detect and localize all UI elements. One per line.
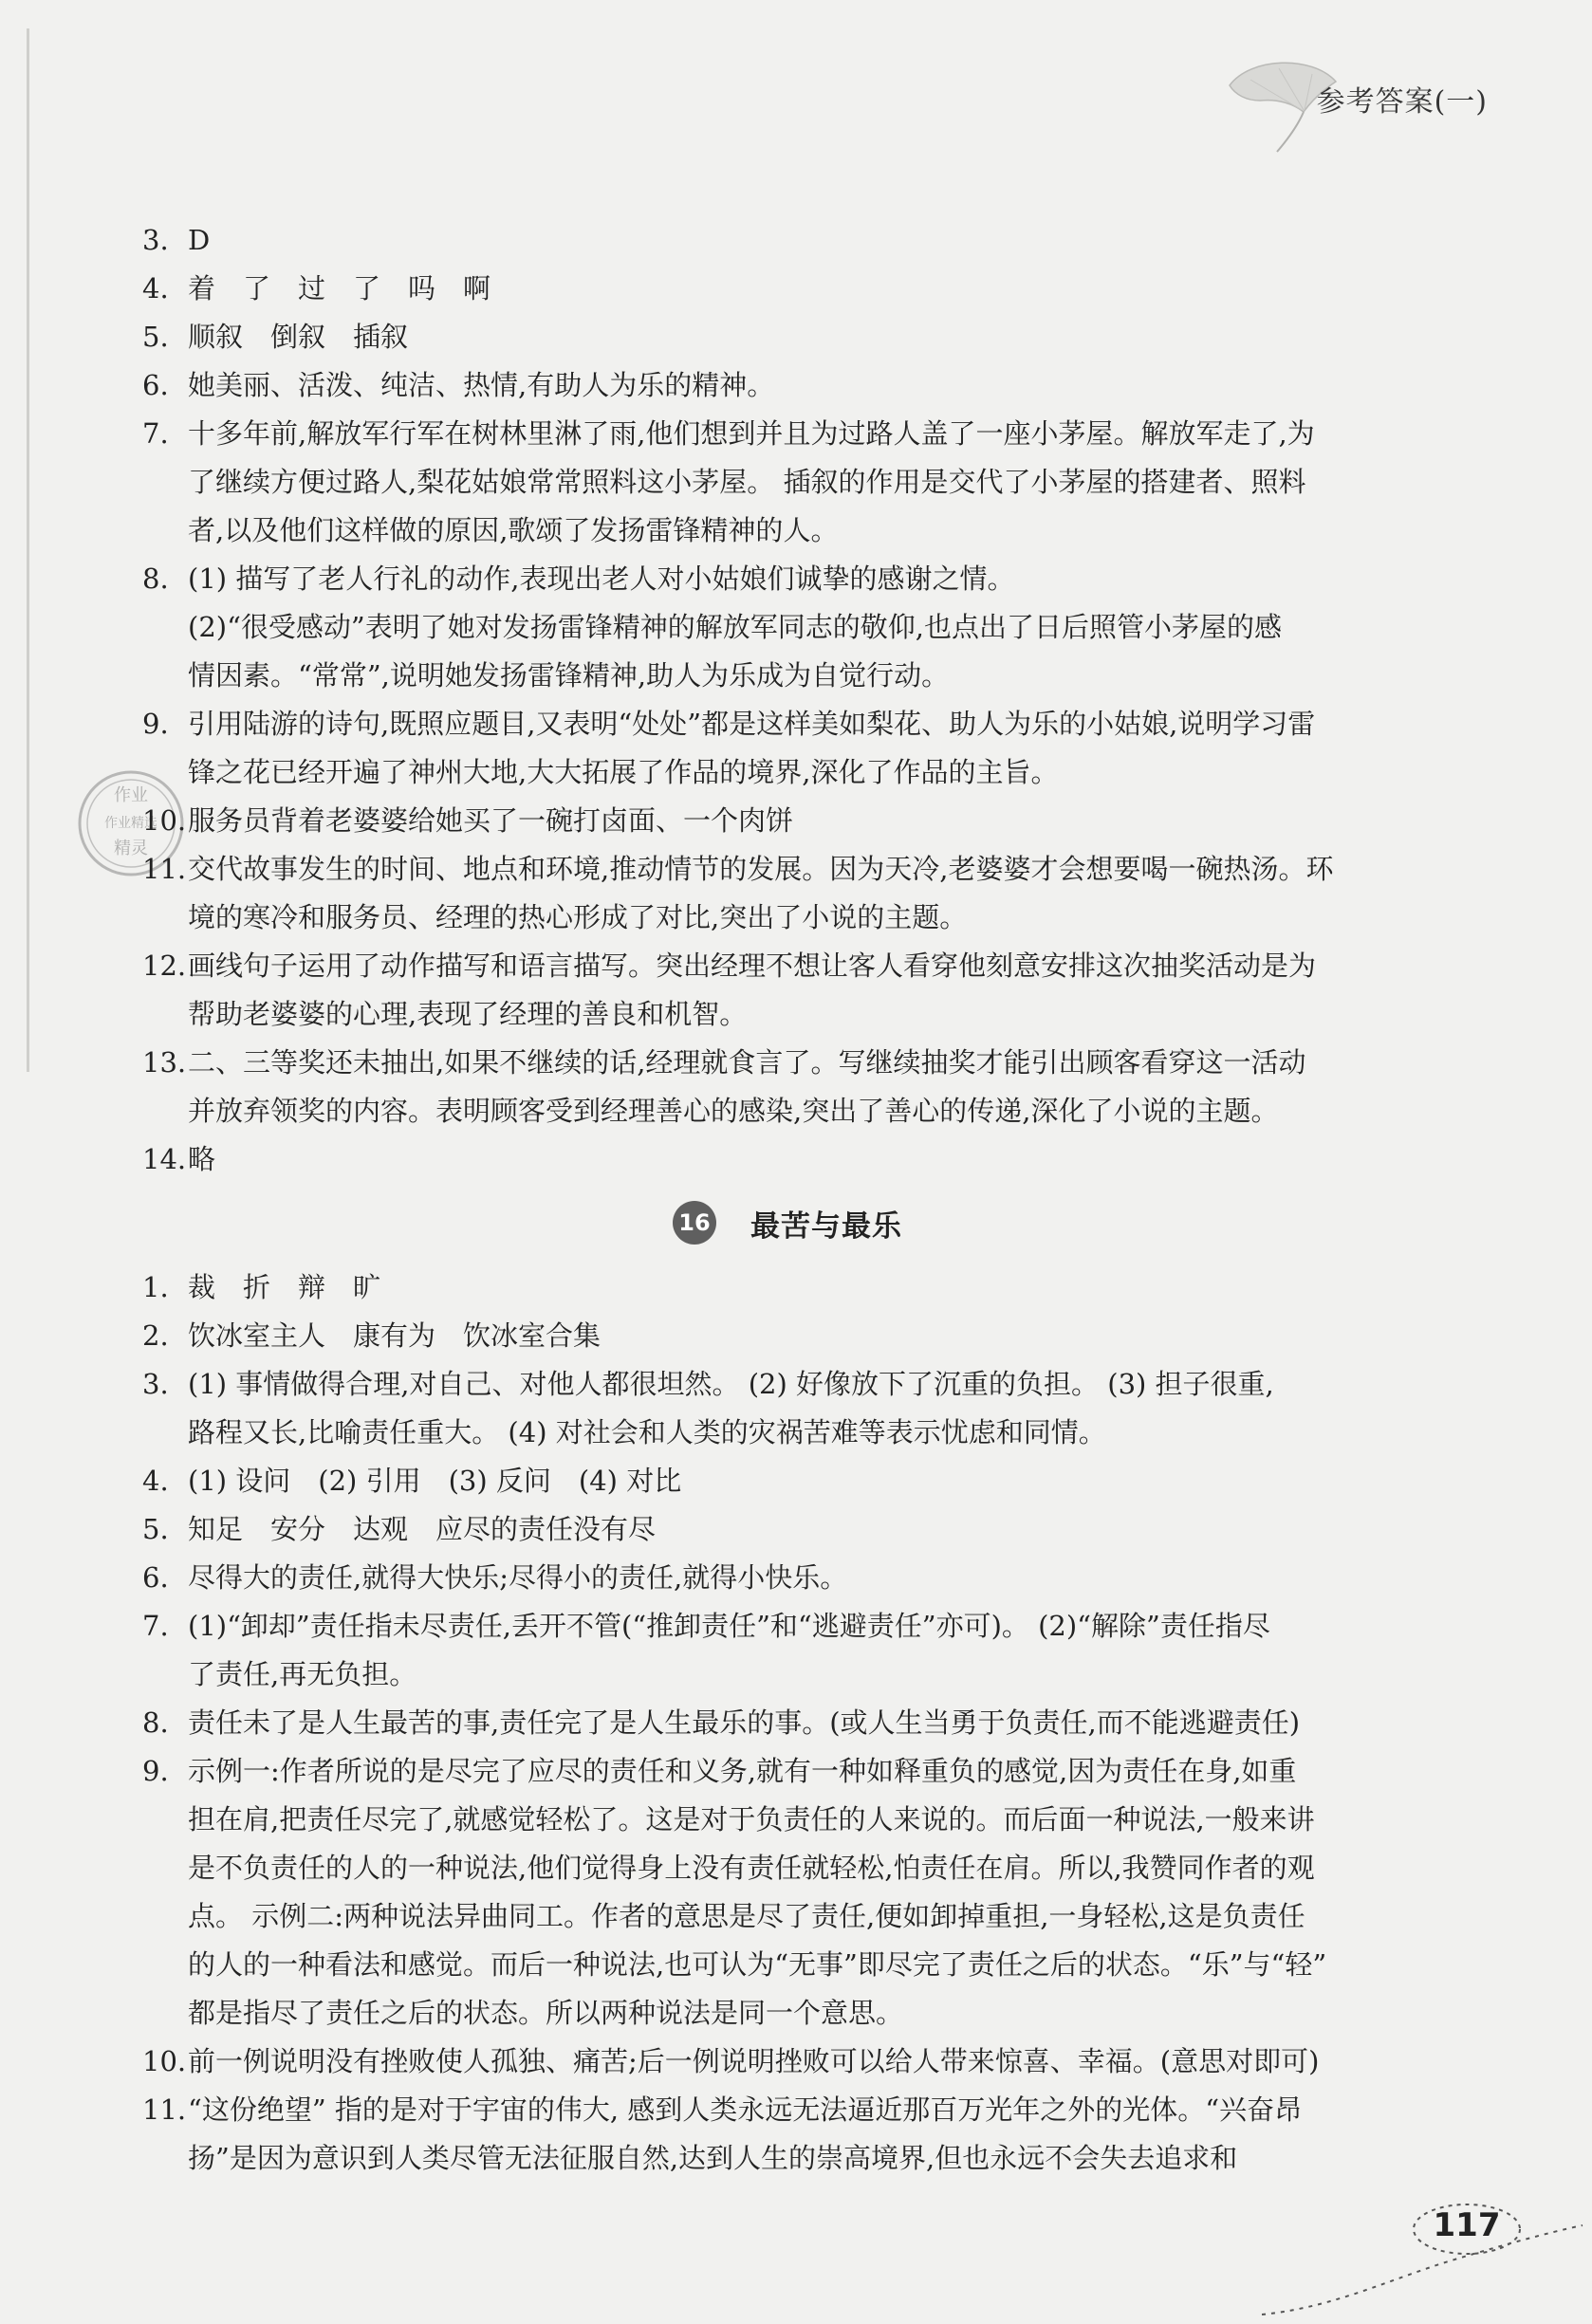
answer-number: 5.: [142, 321, 169, 353]
answer-item: [142, 797, 1433, 845]
answer-text: 示例一:作者所说的是尽完了应尽的责任和义务,就有一种如释重负的感觉,因为责任在身,如重: [188, 1755, 1297, 1787]
answer-line: [142, 555, 1433, 603]
answer-text: 境的寒冷和服务员、经理的热心形成了对比,突出了小说的主题。: [188, 901, 968, 933]
answer-line: [142, 652, 1433, 700]
answer-line: [142, 1747, 1433, 1796]
answer-number: 7.: [142, 1610, 169, 1642]
answer-number: 2.: [142, 1319, 169, 1352]
answer-text: 责任未了是人生最苦的事,责任完了是人生最乐的事。(或人生当勇于负责任,而不能逃避责任): [188, 1706, 1301, 1739]
answer-text: (1)“卸却”责任指未尽责任,丢开不管(“推卸责任”和“逃避责任”亦可)。 (2)“解除”责任指尽: [188, 1610, 1270, 1642]
answer-number: 14.: [142, 1143, 187, 1175]
answer-line: [142, 700, 1433, 748]
answer-text: (1) 描写了老人行礼的动作,表现出老人对小姑娘们诚挚的感谢之情。: [188, 563, 1015, 595]
answer-number: 6.: [142, 1561, 169, 1594]
answer-text: 并放弃领奖的内容。表明顾客受到经理善心的感染,突出了善心的传递,深化了小说的主题。: [188, 1095, 1279, 1127]
answer-item: [142, 1135, 1433, 1184]
answer-text: 知足 安分 达观 应尽的责任没有尽: [188, 1513, 657, 1545]
answer-item: [142, 700, 1433, 797]
answer-text: 前一例说明没有挫败使人孤独、痛苦;后一例说明挫败可以给人带来惊喜、幸福。(意思对即可): [188, 2045, 1320, 2077]
answer-number: 1.: [142, 1271, 169, 1303]
stamp-text-mid: 作业精选: [104, 816, 157, 831]
answer-line: [142, 361, 1433, 410]
answer-item: [142, 1039, 1433, 1135]
answer-line: [142, 1602, 1433, 1651]
answer-line: [142, 2134, 1433, 2183]
answer-line: [142, 603, 1433, 652]
answer-text: (2)“很受感动”表明了她对发扬雷锋精神的解放军同志的敬仰,也点出了日后照管小茅屋的感: [188, 611, 1282, 643]
answer-number: 13.: [142, 1046, 187, 1079]
answer-item: [142, 410, 1433, 555]
answer-text: 略: [188, 1143, 216, 1175]
answer-text: 扬”是因为意识到人类尽管无法征服自然,达到人生的崇高境界,但也永远不会失去追求和: [188, 2142, 1238, 2174]
answer-number: 4.: [142, 1465, 169, 1497]
answer-number: 12.: [142, 950, 187, 982]
stamp-text-top: 作业: [114, 785, 148, 805]
answer-text: 帮助老婆婆的心理,表现了经理的善良和机智。: [188, 998, 748, 1030]
answer-line: [142, 942, 1433, 990]
answer-line: [142, 1135, 1433, 1184]
answer-text: 锋之花已经开遍了神州大地,大大拓展了作品的境界,深化了作品的主旨。: [188, 756, 1059, 788]
answer-text: 裁 折 辩 旷: [188, 1271, 381, 1303]
answer-line: [142, 1941, 1433, 1989]
page-number-area: [1410, 2203, 1524, 2259]
answer-line: [142, 2038, 1433, 2086]
answer-text: (1) 设问 (2) 引用 (3) 反问 (4) 对比: [188, 1465, 682, 1497]
answer-number: 11.: [142, 853, 187, 885]
answer-number: 7.: [142, 417, 169, 450]
answer-text: 的人的一种看法和感觉。而后一种说法,也可认为“无事”即尽完了责任之后的状态。“乐”与“轻”: [188, 1948, 1327, 1981]
answer-number: 10.: [142, 804, 187, 837]
answer-line: [142, 1844, 1433, 1892]
answer-number: 9.: [142, 1755, 169, 1787]
answer-item: [142, 942, 1433, 1039]
answer-item: [142, 845, 1433, 942]
answer-line: [142, 1892, 1433, 1941]
answer-number: 10.: [142, 2045, 187, 2077]
answer-text: (1) 事情做得合理,对自己、对他人都很坦然。 (2) 好像放下了沉重的负担。 (3) 担子很重,: [188, 1368, 1274, 1400]
answer-text: 引用陆游的诗句,既照应题目,又表明“处处”都是这样美如梨花、助人为乐的小姑娘,说明学习雷: [188, 708, 1316, 740]
stamp-text-bottom: 精灵: [114, 839, 148, 858]
answer-line: [142, 1263, 1433, 1312]
answer-text: 着 了 过 了 吗 啊: [188, 272, 491, 304]
answer-line: [142, 313, 1433, 361]
answer-text: 担在肩,把责任尽完了,就感觉轻松了。这是对于负责任的人来说的。而后面一种说法,一般来讲: [188, 1803, 1315, 1835]
section-heading: [142, 1188, 1433, 1258]
answer-line: [142, 797, 1433, 845]
answer-text: 尽得大的责任,就得大快乐;尽得小的责任,就得小快乐。: [188, 1561, 848, 1594]
binding-edge: [27, 28, 29, 1072]
answer-text: 饮冰室主人 康有为 饮冰室合集: [188, 1319, 602, 1352]
answer-item: [142, 1747, 1433, 2038]
answer-number: 11.: [142, 2093, 187, 2126]
answer-item: [142, 1312, 1433, 1360]
answer-item: [142, 1699, 1433, 1747]
answer-line: [142, 845, 1433, 894]
answer-text: 是不负责任的人的一种说法,他们觉得身上没有责任就轻松,怕责任在肩。所以,我赞同作者的观: [188, 1852, 1315, 1884]
answer-number: 6.: [142, 369, 169, 401]
answer-number: 5.: [142, 1513, 169, 1545]
answer-item: [142, 1360, 1433, 1457]
page-number: 117: [1433, 2206, 1501, 2244]
answer-line: [142, 1796, 1433, 1844]
answer-line: [142, 1039, 1433, 1087]
answer-content: [142, 216, 1433, 2183]
answer-number: 3.: [142, 1368, 169, 1400]
answer-number: 3.: [142, 224, 169, 256]
answer-text: 二、三等奖还未抽出,如果不继续的话,经理就食言了。写继续抽奖才能引出顾客看穿这一活动: [188, 1046, 1306, 1079]
answer-line: [142, 2086, 1433, 2134]
answer-item: [142, 555, 1433, 700]
answer-line: [142, 1554, 1433, 1602]
answer-item: [142, 1457, 1433, 1505]
answer-line: [142, 1699, 1433, 1747]
answer-line: [142, 1360, 1433, 1409]
answer-text: 顺叙 倒叙 插叙: [188, 321, 409, 353]
answer-item: [142, 1505, 1433, 1554]
answer-text: 服务员背着老婆婆给她买了一碗打卤面、一个肉饼: [188, 804, 794, 837]
answer-line: [142, 990, 1433, 1039]
answer-text: 交代故事发生的时间、地点和环境,推动情节的发展。因为天冷,老婆婆才会想要喝一碗热汤。环: [188, 853, 1334, 885]
answer-line: [142, 748, 1433, 797]
answer-item: [142, 313, 1433, 361]
answer-text: D: [188, 224, 211, 256]
answer-line: [142, 1457, 1433, 1505]
answer-list-part2: [142, 1263, 1433, 2183]
answer-number: 8.: [142, 1706, 169, 1739]
answer-line: [142, 410, 1433, 458]
answer-item: [142, 265, 1433, 313]
answer-text: “这份绝望” 指的是对于宇宙的伟大, 感到人类永远无法逼近那百万光年之外的光体。“兴奋昂: [188, 2093, 1303, 2126]
answer-item: [142, 2086, 1433, 2183]
answer-line: [142, 1989, 1433, 2038]
answer-text: 了继续方便过路人,梨花姑娘常常照料这小茅屋。 插叙的作用是交代了小茅屋的搭建者、照料: [188, 466, 1306, 498]
section-number-badge: 16: [673, 1201, 716, 1245]
page-header: [1222, 57, 1545, 161]
answer-line: [142, 1087, 1433, 1135]
answer-text: 她美丽、活泼、纯洁、热情,有助人为乐的精神。: [188, 369, 775, 401]
answer-item: [142, 1602, 1433, 1699]
answer-line: [142, 1312, 1433, 1360]
answer-text: 路程又长,比喻责任重大。 (4) 对社会和人类的灾祸苦难等表示忧虑和同情。: [188, 1416, 1106, 1448]
answer-item: [142, 216, 1433, 265]
section-title: 最苦与最乐: [750, 1208, 902, 1244]
answer-line: [142, 265, 1433, 313]
answer-text: 情因素。“常常”,说明她发扬雷锋精神,助人为乐成为自觉行动。: [188, 659, 950, 692]
answer-line: [142, 1409, 1433, 1457]
answer-text: 点。 示例二:两种说法异曲同工。作者的意思是尽了责任,便如卸掉重担,一身轻松,这是负责任: [188, 1900, 1305, 1932]
answer-line: [142, 1505, 1433, 1554]
answer-number: 9.: [142, 708, 169, 740]
answer-item: [142, 1263, 1433, 1312]
answer-item: [142, 1554, 1433, 1602]
answer-text: 了责任,再无负担。: [188, 1658, 417, 1690]
answer-text: 画线句子运用了动作描写和语言描写。突出经理不想让客人看穿他刻意安排这次抽奖活动是为: [188, 950, 1317, 982]
answer-item: [142, 361, 1433, 410]
answer-item: [142, 2038, 1433, 2086]
answer-text: 十多年前,解放军行军在树林里淋了雨,他们想到并且为过路人盖了一座小茅屋。解放军走了,为: [188, 417, 1315, 450]
answer-line: [142, 894, 1433, 942]
answer-line: [142, 216, 1433, 265]
header-title: 参考答案(一): [1316, 85, 1488, 119]
answer-line: [142, 458, 1433, 507]
answer-number: 8.: [142, 563, 169, 595]
answer-line: [142, 1651, 1433, 1699]
answer-line: [142, 507, 1433, 555]
answer-list-part1: [142, 216, 1433, 1184]
answer-text: 者,以及他们这样做的原因,歌颂了发扬雷锋精神的人。: [188, 514, 839, 546]
answer-text: 都是指尽了责任之后的状态。所以两种说法是同一个意思。: [188, 1997, 904, 2029]
answer-number: 4.: [142, 272, 169, 304]
